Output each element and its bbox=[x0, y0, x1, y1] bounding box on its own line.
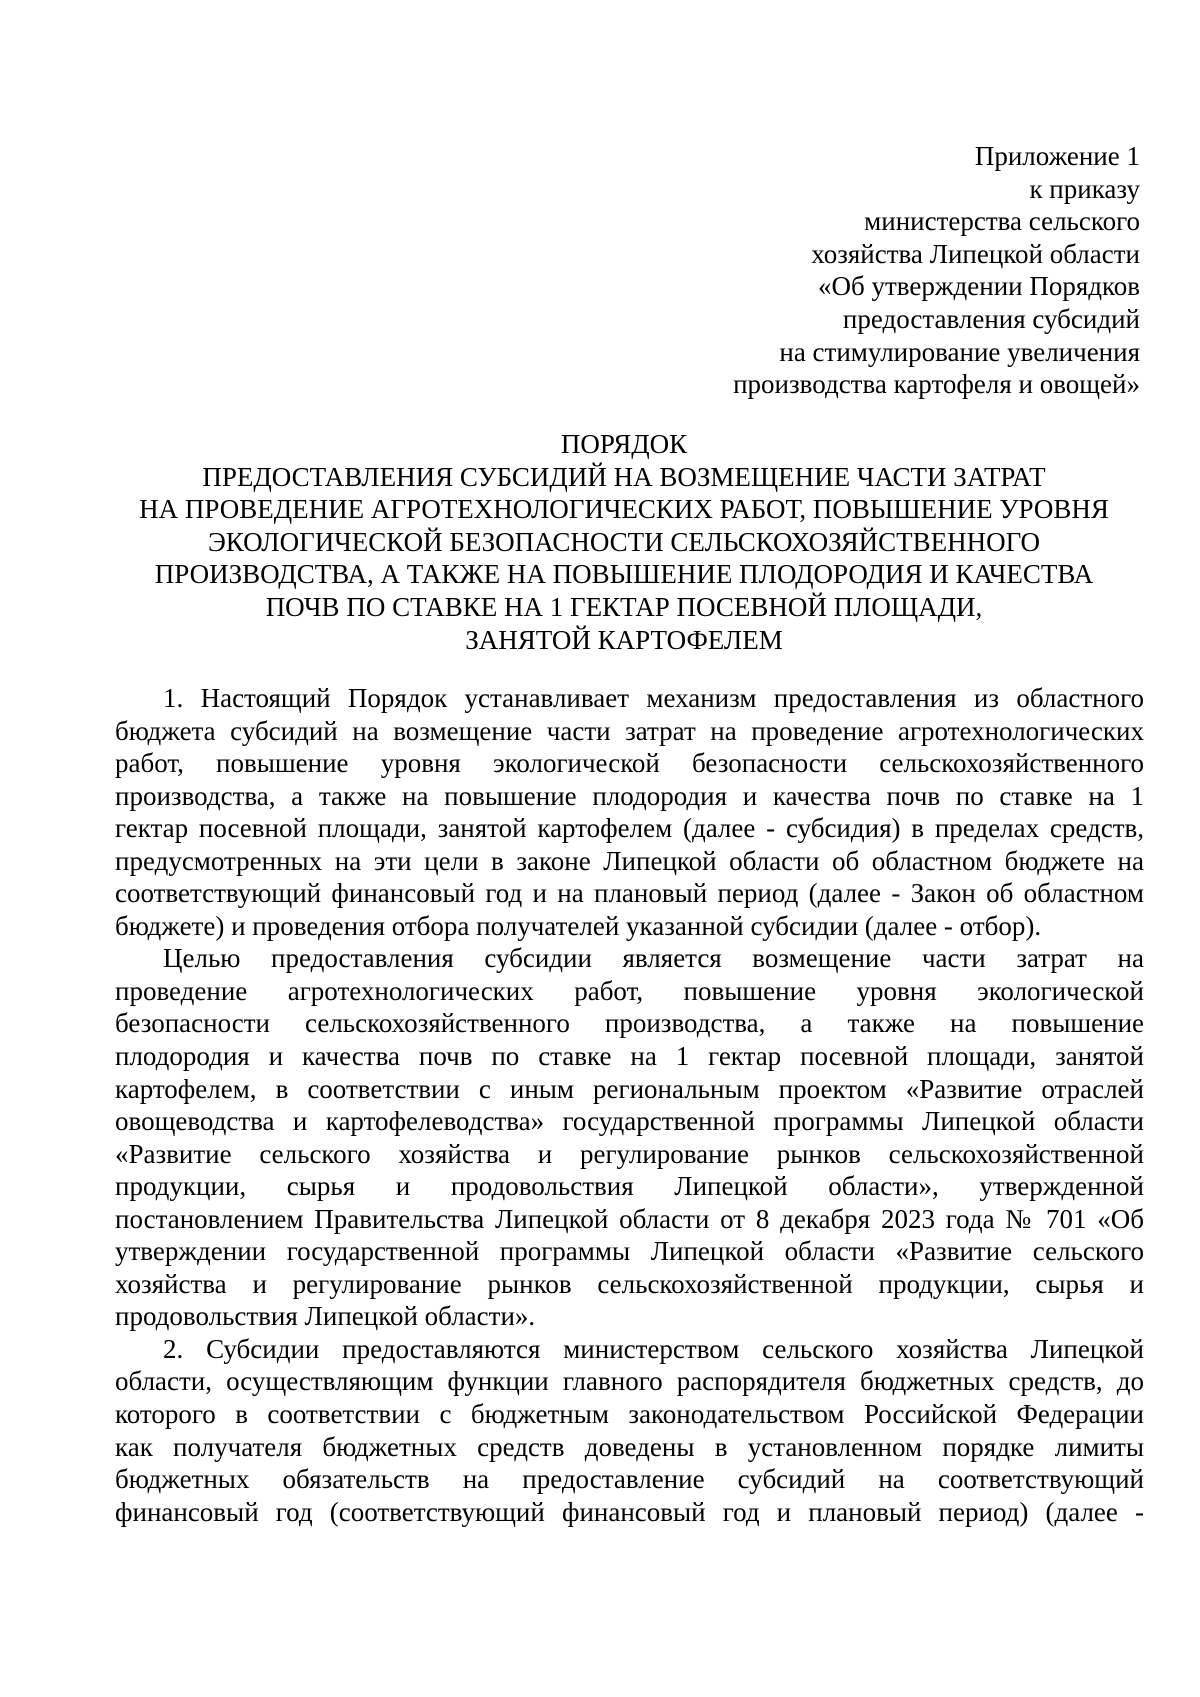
appendix-line: к приказу bbox=[1029, 173, 1140, 204]
text-line: продукции, сырья и продовольствия Липецкой области», утвержденной bbox=[115, 1171, 1144, 1202]
document-body bbox=[115, 682, 1144, 1528]
text-line: которого в соответствии с бюджетным законодательством Российской Федерации bbox=[115, 1399, 1144, 1430]
text-line: гектар посевной площади, занятой картофелем (далее - субсидия) в пределах средств, bbox=[115, 813, 1144, 844]
text-line: проведение агротехнологических работ, повышение уровня экологической bbox=[115, 975, 1144, 1006]
document-title bbox=[104, 428, 1144, 656]
appendix-line: хозяйства Липецкой области bbox=[811, 238, 1140, 269]
appendix-line: Приложение 1 bbox=[974, 141, 1140, 171]
appendix-header bbox=[580, 140, 1140, 401]
paragraph-1 bbox=[115, 682, 1144, 942]
title-line: ЭКОЛОГИЧЕСКОЙ БЕЗОПАСНОСТИ СЕЛЬСКОХОЗЯЙСТВЕННОГО bbox=[207, 526, 1041, 557]
text-line: 1. Настоящий Порядок устанавливает механизм предоставления из областного bbox=[163, 683, 1144, 713]
appendix-line: на стимулирование увеличения bbox=[779, 336, 1140, 367]
text-line: бюджетных обязательств на предоставление субсидий на соответствующий bbox=[115, 1464, 1144, 1495]
title-line: ПРОИЗВОДСТВА, А ТАКЖЕ НА ПОВЫШЕНИЕ ПЛОДОРОДИЯ И КАЧЕСТВА bbox=[154, 559, 1094, 590]
title-line: ПОРЯДОК bbox=[560, 429, 688, 459]
text-line: соответствующий финансовый год и на плановый период (далее - Закон об областном bbox=[115, 878, 1144, 909]
text-line: хозяйства и регулирование рынков сельскохозяйственной продукции, сырья и bbox=[115, 1268, 1144, 1299]
title-line: ПОЧВ ПО СТАВКЕ НА 1 ГЕКТАР ПОСЕВНОЙ ПЛОЩАДИ, bbox=[265, 591, 983, 622]
text-line: продовольствия Липецкой области». bbox=[115, 1301, 536, 1332]
title-line: НА ПРОВЕДЕНИЕ АГРОТЕХНОЛОГИЧЕСКИХ РАБОТ, ПОВЫШЕНИЕ УРОВНЯ bbox=[139, 494, 1109, 525]
text-line: предусмотренных на эти цели в законе Липецкой области об областном бюджете на bbox=[115, 845, 1144, 876]
text-line: безопасности сельскохозяйственного производства, а также на повышение bbox=[115, 1008, 1144, 1039]
text-line: постановлением Правительства Липецкой области от 8 декабря 2023 года № 701 «Об bbox=[115, 1203, 1144, 1234]
text-line: работ, повышение уровня экологической безопасности сельскохозяйственного bbox=[115, 748, 1144, 779]
text-line: плодородия и качества почв по ставке на 1 гектар посевной площади, занятой bbox=[115, 1041, 1144, 1072]
text-line: 2. Субсидии предоставляются министерством сельского хозяйства Липецкой bbox=[163, 1333, 1144, 1364]
appendix-line: производства картофеля и овощей» bbox=[733, 369, 1140, 400]
appendix-line: предоставления субсидий bbox=[842, 303, 1140, 334]
text-line: области, осуществляющим функции главного распорядителя бюджетных средств, до bbox=[115, 1366, 1144, 1397]
title-line: ПРЕДОСТАВЛЕНИЯ СУБСИДИЙ НА ВОЗМЕЩЕНИЕ ЧАСТИ ЗАТРАТ bbox=[202, 461, 1046, 492]
appendix-line: «Об утверждении Порядков bbox=[818, 271, 1140, 302]
appendix-line: министерства сельского bbox=[864, 206, 1140, 237]
text-line: бюджета субсидий на возмещение части затрат на проведение агротехнологических bbox=[115, 715, 1144, 746]
text-line: финансовый год (соответствующий финансовый год и плановый период) (далее - bbox=[115, 1496, 1144, 1527]
paragraph-3 bbox=[115, 1333, 1144, 1528]
paragraph-2 bbox=[115, 942, 1144, 1333]
text-line: Целью предоставления субсидии является возмещение части затрат на bbox=[163, 943, 1144, 974]
title-line: ЗАНЯТОЙ КАРТОФЕЛЕМ bbox=[465, 624, 783, 655]
text-line: картофелем, в соответствии с иным региональным проектом «Развитие отраслей bbox=[115, 1073, 1144, 1104]
text-line: утверждении государственной программы Липецкой области «Развитие сельского bbox=[115, 1236, 1144, 1267]
text-line: как получателя бюджетных средств доведены в установленном порядке лимиты bbox=[115, 1431, 1144, 1462]
text-line: производства, а также на повышение плодородия и качества почв по ставке на 1 bbox=[115, 780, 1144, 811]
text-line: «Развитие сельского хозяйства и регулирование рынков сельскохозяйственной bbox=[115, 1138, 1144, 1169]
text-line: овощеводства и картофелеводства» государственной программы Липецкой области bbox=[115, 1106, 1144, 1137]
text-line: бюджете) и проведения отбора получателей указанной субсидии (далее - отбор). bbox=[115, 910, 1042, 941]
